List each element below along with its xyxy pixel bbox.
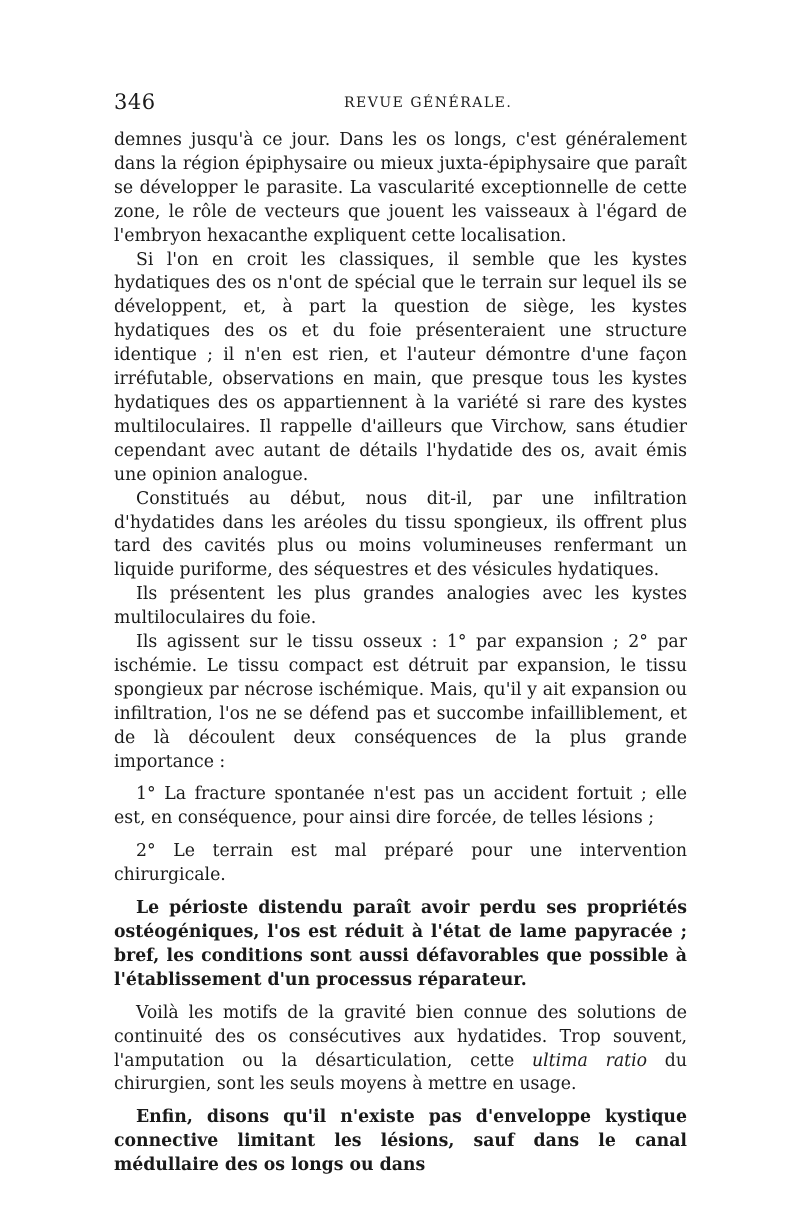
paragraph-1: demnes jusqu'à ce jour. Dans les os longs, c'est généralement dans la région épiphysaire ou mieux juxta-épiphysaire que paraît se développer le parasite. La vascularité exceptionnelle de cette zone, le rôle de vecteurs que jouent les vaisseaux à l'égard de l'embryon hexacanthe expliquent cette localisation.: [114, 130, 687, 246]
paragraph-6: 1° La fracture spontanée n'est pas un accident fortuit ; elle est, en conséquence, pour ainsi dire forcée, de telles lésions ;: [114, 784, 687, 829]
paragraph-5: Ils agissent sur le tissu osseux : 1° par expansion ; 2° par ischémie. Le tissu compact est détruit par expansion, le tissu spongieux par nécrose ischémique. Mais, qu'il y ait expansion ou infiltration, l'os ne se défend pas et succombe infailliblement, et de là découlent deux conséquences de la plus grande importance :: [114, 632, 687, 772]
paragraph-2: Si l'on en croit les classiques, il semble que les kystes hydatiques des os n'ont de spécial que le terrain sur lequel ils se développent, et, à part la question de siège, les kystes hydatiques des os et du foie présenteraient une structure identique ; il n'en est rien, et l'auteur démontre d'une façon irréfutable, observations en main, que presque tous les kystes hydatiques des os appartiennent à la variété si rare des kystes multiloculaires. Il rappelle d'ailleurs que Virchow, sans étudier cependant avec autant de détails l'hydatide des os, avait émis une opinion analogue.: [114, 249, 687, 485]
paragraph-9-start: Voilà les motifs de la gravité bien connue des solutions de continuité des os consécutives aux hydatides. Trop souvent, l'amputation ou la désarticulation, cette: [114, 1002, 687, 1071]
paragraph-9: [114, 1002, 687, 1098]
running-title: REVUE GÉNÉRALE.: [344, 95, 513, 111]
page-header: [114, 90, 694, 120]
paragraph-7: 2° Le terrain est mal préparé pour une intervention chirurgicale.: [114, 841, 687, 886]
paragraph-10: Enfin, disons qu'il n'existe pas d'enveloppe kystique connective limitant les lésions, sauf dans le canal médullaire des os longs ou dans: [114, 1107, 687, 1176]
body-text: [114, 129, 687, 1178]
paragraph-8: Le périoste distendu paraît avoir perdu ses propriétés ostéogéniques, l'os est réduit à l'état de lame papyracée ; bref, les conditions sont aussi défavorables que possible à l'établissement d'un processus réparateur.: [114, 898, 687, 990]
latin-phrase: ultima ratio: [531, 1050, 648, 1071]
page-number: 346: [114, 90, 156, 114]
paragraph-4: Ils présentent les plus grandes analogies avec les kystes multiloculaires du foie.: [114, 584, 687, 629]
paragraph-9-end: du chirurgien, sont les seuls moyens à mettre en usage.: [114, 1050, 687, 1095]
paragraph-3: Constitués au début, nous dit-il, par une infiltration d'hydatides dans les aréoles du tissu spongieux, ils offrent plus tard des cavités plus ou moins volumineuses renfermant un liquide puriforme, des séquestres et des vésicules hydatiques.: [114, 488, 687, 581]
